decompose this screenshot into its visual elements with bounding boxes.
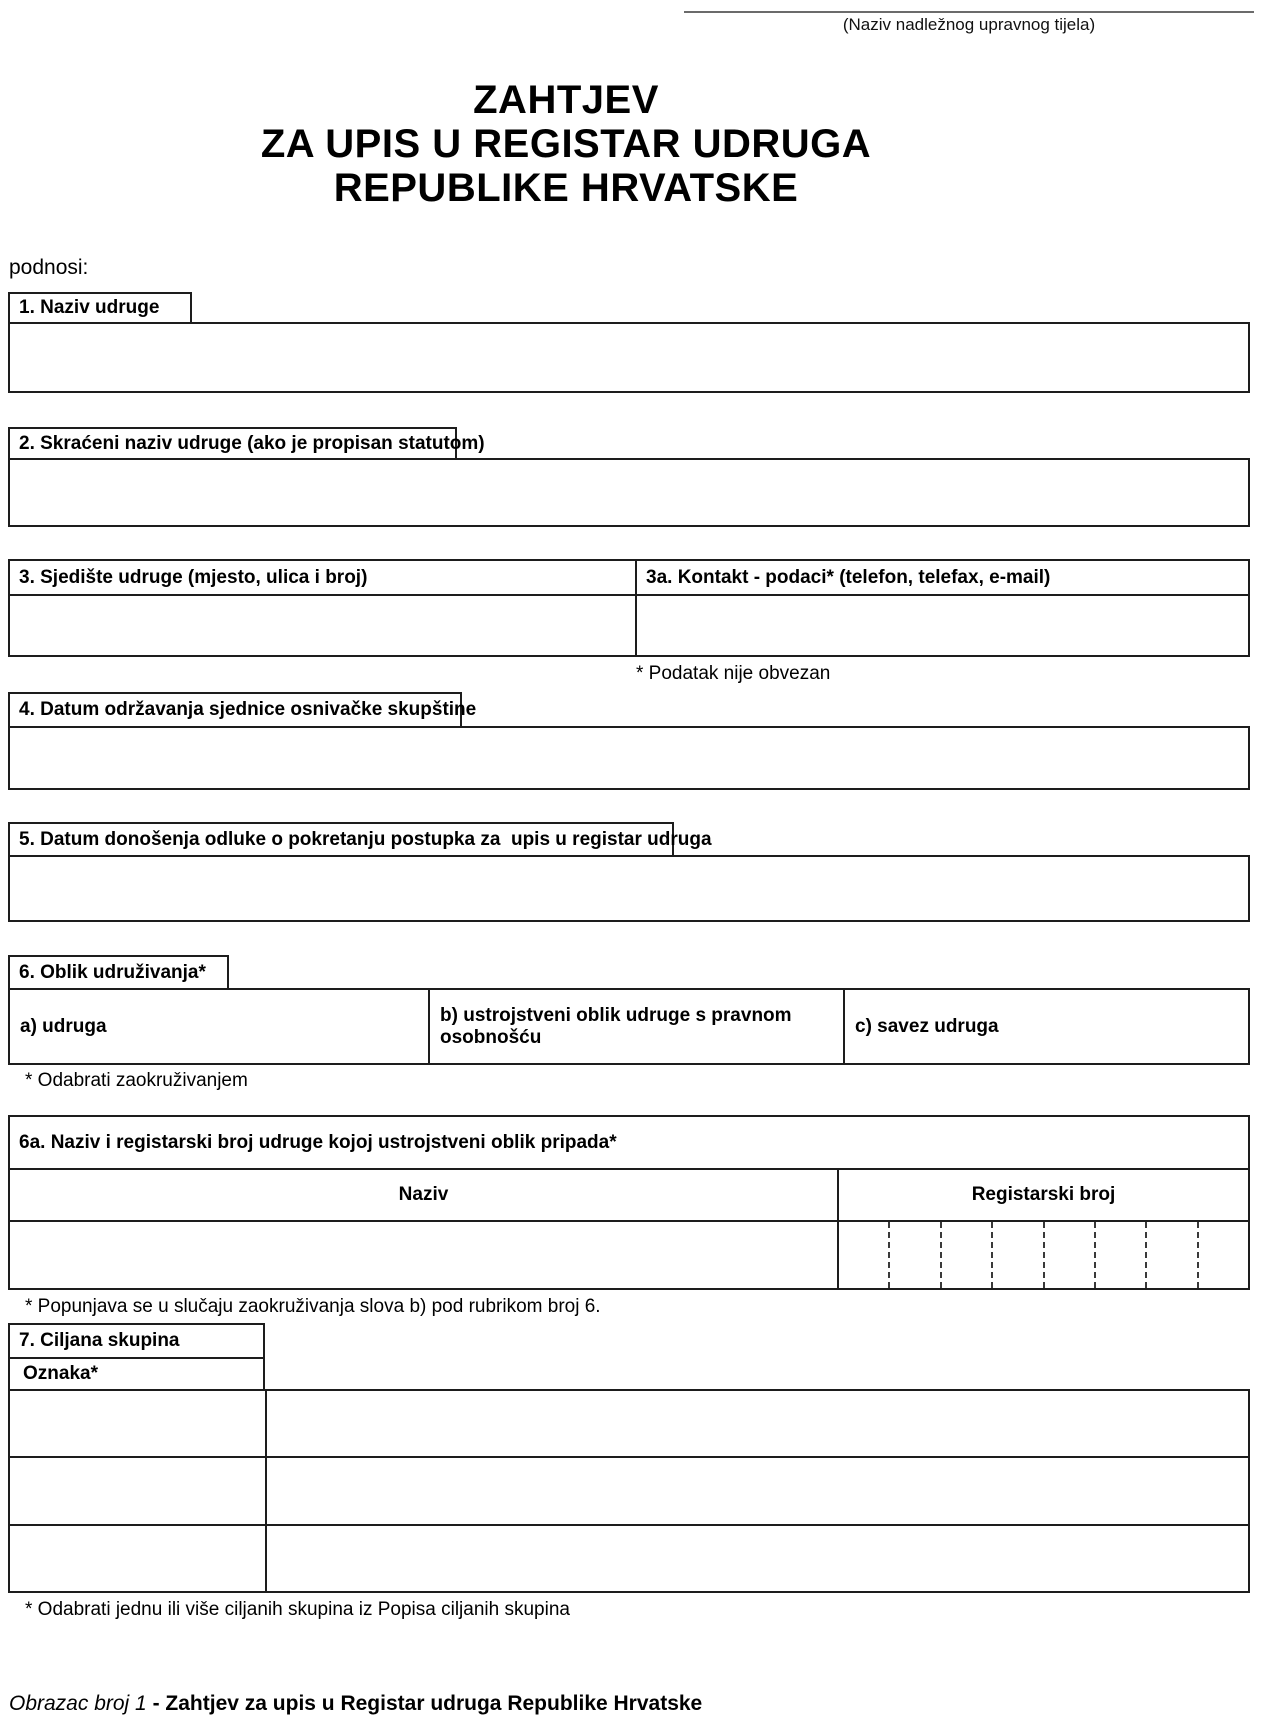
reg-digit-cell-1[interactable] [839,1222,888,1288]
reg-digit-cell-6[interactable] [1094,1222,1145,1288]
field-1-label: 1. Naziv udruge [19,297,160,318]
field-2-label: 2. Skraćeni naziv udruge (ako je propisan statutom) [19,432,485,454]
reg-digit-cell-8[interactable] [1197,1222,1248,1288]
field-6a-footnote: * Popunjava se u slučaju zaokruživanja slova b) pod rubrikom broj 6. [25,1296,601,1317]
naziv-column-header: Naziv [398,1184,449,1205]
option-a-udruga[interactable]: a) udruga [20,1015,107,1037]
field-5-label: 5. Datum donošenja odluke o pokretanju postupka za upis u registar udruga [19,828,712,850]
field-6-label: 6. Oblik udruživanja* [19,961,206,983]
target-group-row-3 [10,1524,1248,1591]
oznaka-label: Oznaka* [23,1363,98,1384]
field-2-tab [8,427,485,458]
field-3a-input[interactable] [635,596,1248,655]
field-6-tab [8,955,229,988]
field-3-input[interactable] [10,596,635,655]
footer-line [9,1692,702,1716]
field-7-oznaka-header [8,1357,265,1389]
target-group-desc-cell-1[interactable] [265,1391,1248,1456]
target-group-desc-cell-3[interactable] [265,1526,1248,1591]
field-4-label: 4. Datum održavanja sjednice osnivačke skupštine [19,699,477,720]
form-title-line-2: ZA UPIS U REGISTAR UDRUGA [260,122,872,166]
field-1-input[interactable] [8,322,1250,393]
reg-digit-cell-3[interactable] [940,1222,991,1288]
field-5-tab [8,822,712,855]
target-group-row-1 [10,1391,1248,1456]
field-3-table [8,559,1250,657]
target-group-code-cell-1[interactable] [10,1391,265,1456]
field-6a-header: 6a. Naziv i registarski broj udruge kojoj ustrojstveni oblik pripada* [19,1131,617,1153]
field-5-input[interactable] [8,855,1250,922]
form-title-line-3: REPUBLIKE HRVATSKE [333,166,799,210]
field-3-header: 3. Sjedište udruge (mjesto, ulica i broj) [19,566,368,588]
field-6-footnote: * Odabrati zaokruživanjem [25,1070,248,1091]
form-title-line-1: ZAHTJEV [473,78,659,122]
field-1-tab [8,292,192,322]
field-3a-header: 3a. Kontakt - podaci* (telefon, telefax, e-mail) [635,561,1248,594]
option-c-savez-udruga[interactable]: c) savez udruga [843,990,1248,1063]
field-6a-table [8,1115,1250,1290]
field-7-label: 7. Ciljana skupina [19,1330,180,1351]
reg-digit-cell-7[interactable] [1145,1222,1196,1288]
field-7-rows-table [8,1389,1250,1593]
field-7-footnote: * Odabrati jednu ili više ciljanih skupina iz Popisa ciljanih skupina [25,1599,570,1620]
option-b-ustrojstveni-oblik[interactable]: b) ustrojstveni oblik udruge s pravnom osobnošću [428,990,843,1063]
footer-doc-title: Zahtjev za upis u Registar udruga Republike Hrvatske [165,1692,703,1715]
footer-doc-ref: Obrazac broj 1 [9,1692,147,1715]
reg-number-cells [837,1222,1248,1288]
reg-broj-column-header: Registarski broj [837,1170,1248,1220]
reg-digit-cell-4[interactable] [991,1222,1042,1288]
target-group-row-2 [10,1456,1248,1523]
target-group-desc-cell-2[interactable] [265,1458,1248,1523]
podnosi-label: podnosi: [9,256,89,279]
field-6-options-row [8,988,1250,1065]
field-4-tab [8,692,477,726]
naziv-input-cell[interactable] [10,1222,837,1288]
form-title [64,78,1068,210]
target-group-code-cell-3[interactable] [10,1526,265,1591]
reg-digit-cell-2[interactable] [888,1222,939,1288]
field-4-input[interactable] [8,726,1250,790]
authority-name-underline [684,11,1254,13]
target-group-code-cell-2[interactable] [10,1458,265,1523]
field-7-tab [8,1323,265,1357]
footer-separator: - [152,1692,160,1715]
field-2-input[interactable] [8,458,1250,527]
reg-digit-cell-5[interactable] [1043,1222,1094,1288]
authority-name-caption: (Naziv nadležnog upravnog tijela) [842,15,1096,34]
field-3a-footnote: * Podatak nije obvezan [636,663,831,684]
